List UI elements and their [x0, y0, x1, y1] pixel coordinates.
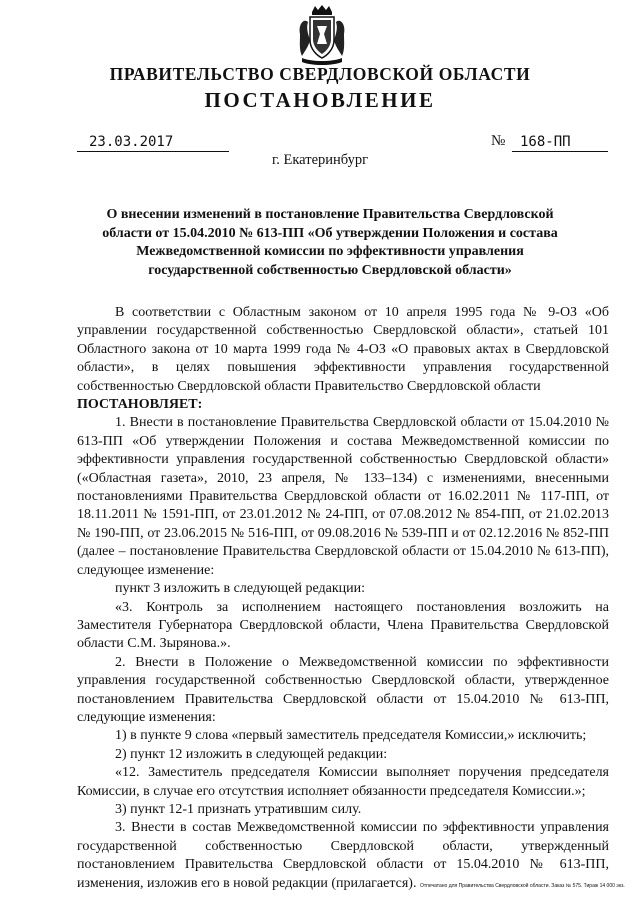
document-body — [77, 304, 609, 893]
resolves-heading: ПОСТАНОВЛЯЕТ: — [77, 397, 203, 413]
clause-1-paragraph: 1. Внести в постановление Правительства Свердловской области от 15.04.2010 № 613-ПП «Об утверждении Положения и состава Межведомственной комиссии по эффективности управления государственной собственностью Свердловской области» («Областная газета», 2010, 23 апреля, № 133–134) с изменениями, внесенными постановлениями Правительства Свердловской области от 16.02.2011 № 117-ПП, от 18.11.2011 № 1591-ПП, от 23.01.2012 № 24-ПП, от 07.08.2012 № 854-ПП, от 21.02.2013 № 190-ПП, от 23.06.2015 № 516-ПП, от 09.08.2016 № 539-ПП и от 02.12.2016 № 852-ПП (далее – постановление Правительства Свердловской области от 15.04.2010 № 613-ПП), следующее изменение: — [77, 415, 609, 578]
government-title: ПРАВИТЕЛЬСТВО СВЕРДЛОВСКОЙ ОБЛАСТИ — [109, 64, 531, 84]
number-sign: № — [491, 133, 506, 149]
clause-2-item-1: 1) в пункте 9 слова «первый заместитель председателя Комиссии,» исключить; — [115, 728, 587, 744]
clause-2-item-2: 2) пункт 12 изложить в следующей редакции: — [115, 746, 388, 762]
document-subject: О внесении изменений в постановление Правительства Свердловской области от 15.04.2010 № 613-ПП «Об утверждении Положения и состава Межведомственной комиссии по эффективности управления государственной собственностью Свердловской области» — [102, 207, 558, 278]
clause-2-paragraph: 2. Внести в Положение о Межведомственной комиссии по эффективности управления государственной собственностью Свердловской области, утвержденное постановлением Правительства Свердловской области от 15.04.2010 № 613-ПП, следующие изменения: — [77, 654, 609, 725]
clause-2-item-2-text: «12. Заместитель председателя Комиссии выполняет поручения председателя Комиссии, в случае его отсутствия исполняет обязанности председателя Комиссии.»; — [77, 765, 609, 799]
city-label: г. Екатеринбург — [271, 152, 369, 168]
date-field: 23.03.2017 — [77, 134, 229, 152]
clause-1-instruction: пункт 3 изложить в следующей редакции: — [115, 581, 365, 597]
document-number-field: 168-ПП — [512, 134, 608, 152]
clause-2-item-3: 3) пункт 12-1 признать утратившим силу. — [115, 801, 362, 817]
preamble-paragraph: В соответствии с Областным законом от 10 апреля 1995 года № 9-ОЗ «Об управлении государственной собственностью Свердловской области», статьей 101 Областного закона от 10 марта 1999 года № 4-ОЗ «О правовых актах в Свердловской области», в целях повышения эффективности управления государственной собственностью Свердловской области Правительство Свердловской области — [77, 305, 609, 394]
clause-1-new-text: «3. Контроль за исполнением настоящего постановления возложить на Заместителя Губернатора Свердловской области, Члена Правительства Свердловской области С.М. Зырянова.». — [77, 599, 609, 652]
print-footer: Отпечатано для Правительства Свердловской области. Заказ № 575. Тираж 14 000 экз. — [420, 883, 625, 889]
coat-of-arms-icon — [296, 4, 348, 66]
document-type: ПОСТАНОВЛЕНИЕ — [204, 88, 436, 112]
clause-3-paragraph: 3. Внести в состав Межведомственной комиссии по эффективности управления государственной собственностью Свердловской области, утвержденный постановлением Правительства Свердловской области от 15.04.2010 № 613-ПП, изменения, изложив его в новой редакции (прилагается). — [77, 820, 609, 891]
